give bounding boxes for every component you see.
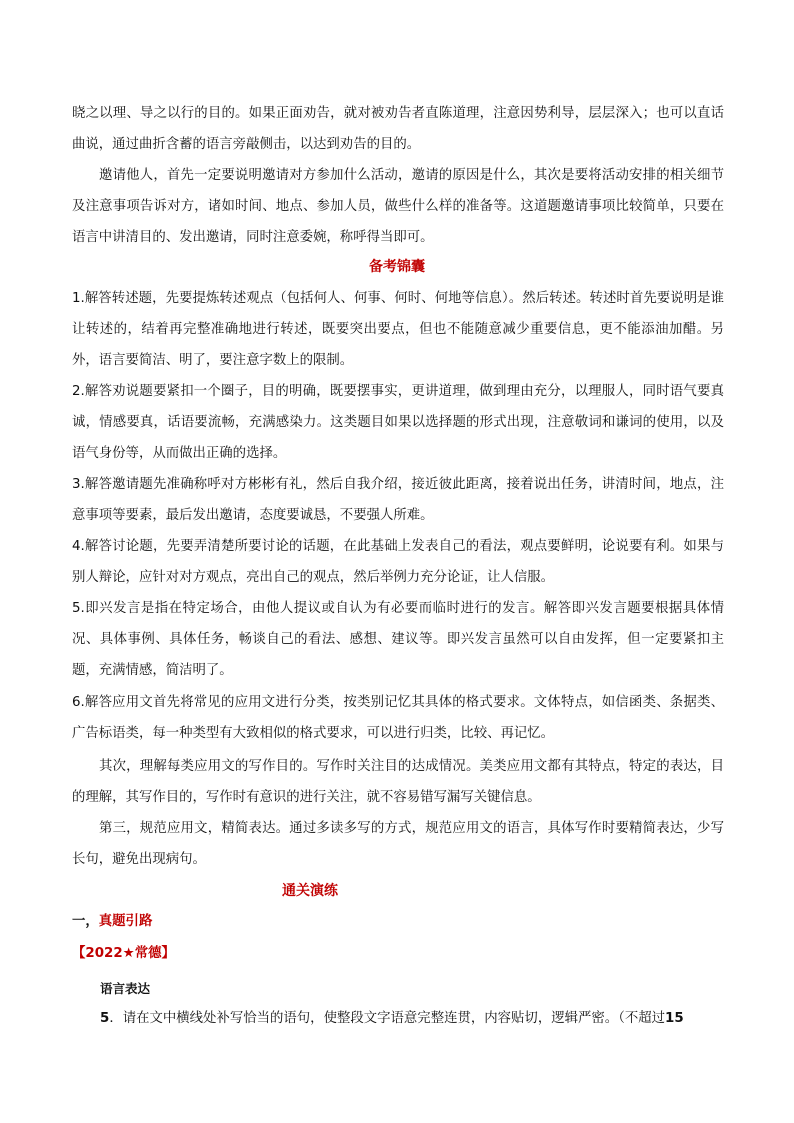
tip-item-5: 5.即兴发言是指在特定场合，由他人提议或自认为有必要而临时进行的发言。解答即兴发言题要根据具体情况、具体事例、具体任务，畅谈自己的看法、感想、建议等。即兴发言虽然可以自由发挥，但一定要紧扣主题，充满情感，简洁明了。 xyxy=(72,601,724,678)
question-5 xyxy=(100,1009,724,1029)
question-number: 5 xyxy=(100,1011,110,1026)
tip-item-3: 3.解答邀请题先准确称呼对方彬彬有礼，然后自我介绍，接近彼此距离，接着说出任务，讲清时间，地点，注意事项等要素，最后发出邀请，态度要诚恳，不要强人所难。 xyxy=(72,477,724,523)
tip-third-paragraph: 第三，规范应用文，精简表达。通过多读多写的方式，规范应用文的语言，具体写作时要精简表达，少写长句，避免出现病句。 xyxy=(72,821,724,867)
star-icon: ★ xyxy=(122,946,135,961)
tip-item-2: 2.解答劝说题要紧扣一个圈子，目的明确，既要摆事实，更讲道理，做到理由充分，以理服人，同时语气要真诚，情感要真，话语要流畅，充满感染力。这类题目如果以选择题的形式出现，注意敬词和谦词的使用，以及语气身份等，从而做出正确的选择。 xyxy=(72,384,724,461)
question-word-limit: 15 xyxy=(665,1011,684,1026)
part-number: 一， xyxy=(72,914,99,929)
tip-item-4: 4.解答讨论题，先要弄清楚所要讨论的话题，在此基础上发表自己的看法，观点要鲜明，论说要有利。如果与别人辩论，应针对对方观点，亮出自己的观点，然后举例力充分论证，让人信服。 xyxy=(72,539,724,585)
tips-heading: 备考锦囊 xyxy=(369,259,425,275)
intro-paragraph-1: 晓之以理、导之以行的目的。如果正面劝告，就对被劝告者直陈道理，注意因势利导，层层深入；也可以直话曲说，通过曲折含蓄的语言旁敲侧击，以达到劝告的目的。 xyxy=(72,106,724,152)
question-text: ．请在文中横线处补写恰当的语句，使整段文字语意完整连贯，内容贴切，逻辑严密。（不超过 xyxy=(109,1011,666,1026)
question-section-label: 语言表达 xyxy=(100,981,151,996)
exam-source-tag xyxy=(72,944,175,964)
practice-part-1 xyxy=(72,912,152,932)
practice-heading: 通关演练 xyxy=(282,883,338,899)
part-label: 真题引路 xyxy=(98,914,153,929)
tag-city: 常德 xyxy=(134,946,162,961)
tip-item-6: 6.解答应用文首先将常见的应用文进行分类，按类别记忆其具体的格式要求。文体特点，如信函类、条据类、广告标语类，每一种类型有大致相似的格式要求，可以进行归类，比较、再记忆。 xyxy=(72,695,724,741)
tip-second-paragraph: 其次，理解每类应用文的写作目的。写作时关注目的达成情况。美类应用文都有其特点，特定的表达，目的理解，其写作目的，写作时有意识的进行关注，就不容易错写漏写关键信息。 xyxy=(72,759,724,805)
intro-paragraph-2: 邀请他人，首先一定要说明邀请对方参加什么活动，邀请的原因是什么，其次是要将活动安排的相关细节及注意事项告诉对方，诸如时间、地点、参加人员，做些什么样的准备等。这道题邀请事项比较简单，只要在语言中讲清目的、发出邀请，同时注意委婉，称呼得当即可。 xyxy=(72,168,724,245)
tag-close: 】 xyxy=(161,946,175,961)
tag-open: 【2022 xyxy=(72,946,123,961)
tip-item-1: 1.解答转述题，先要提炼转述观点（包括何人、何事、何时、何地等信息）。然后转述。转述时首先要说明是谁让转述的，结着再完整准确地进行转述，既要突出要点，但也不能随意减少重要信息，更不能添油加醋。另外，语言要简洁、明了，要注意字数上的限制。 xyxy=(72,291,724,368)
